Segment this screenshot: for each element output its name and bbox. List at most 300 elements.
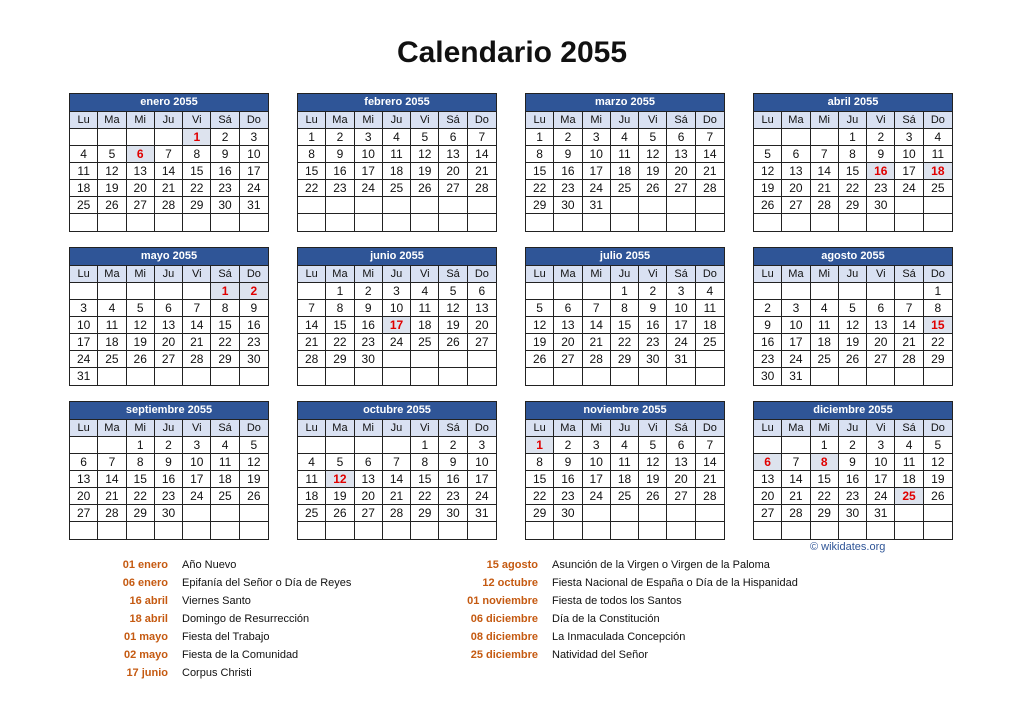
day-cell: 23 <box>326 180 354 197</box>
day-cell: 30 <box>240 351 268 368</box>
day-cell: 5 <box>240 437 268 454</box>
day-cell: 8 <box>298 146 326 163</box>
holiday-day-cell: 6 <box>754 454 782 471</box>
day-cell: 7 <box>696 437 724 454</box>
weekday-label: Sá <box>895 420 923 437</box>
empty-cell <box>98 283 126 300</box>
day-cell: 7 <box>98 454 126 471</box>
day-cell: 31 <box>782 368 810 385</box>
day-cell: 19 <box>754 180 782 197</box>
day-cell: 16 <box>554 163 582 180</box>
day-cell: 18 <box>70 180 98 197</box>
weekday-label: Do <box>468 112 496 129</box>
empty-cell <box>240 368 268 385</box>
day-cell: 19 <box>240 471 268 488</box>
day-cell: 30 <box>839 505 867 522</box>
holiday-name: Viernes Santo <box>182 595 251 607</box>
empty-cell <box>326 437 354 454</box>
empty-cell <box>554 522 582 539</box>
weekday-label: Ju <box>611 420 639 437</box>
month-header: noviembre 2055 <box>526 402 724 420</box>
day-cell: 28 <box>183 351 211 368</box>
day-cell: 19 <box>639 471 667 488</box>
empty-cell <box>326 214 354 231</box>
weekday-label: Do <box>240 420 268 437</box>
day-cell: 8 <box>924 300 952 317</box>
weekday-label: Mi <box>355 112 383 129</box>
weekday-label: Ma <box>554 112 582 129</box>
empty-cell <box>782 283 810 300</box>
holiday-date: 16 abril <box>129 595 168 607</box>
day-cell: 20 <box>667 471 695 488</box>
day-cell: 18 <box>811 334 839 351</box>
empty-cell <box>611 505 639 522</box>
day-cell: 13 <box>127 163 155 180</box>
empty-cell <box>155 283 183 300</box>
weekday-label: Sá <box>439 420 467 437</box>
day-cell: 20 <box>754 488 782 505</box>
empty-cell <box>667 197 695 214</box>
day-cell: 8 <box>526 454 554 471</box>
day-cell: 12 <box>839 317 867 334</box>
weekday-label: Ma <box>782 266 810 283</box>
weekday-label: Vi <box>639 420 667 437</box>
day-cell: 23 <box>839 488 867 505</box>
day-cell: 31 <box>583 197 611 214</box>
day-cell: 3 <box>355 129 383 146</box>
day-cell: 5 <box>411 129 439 146</box>
day-cell: 11 <box>411 300 439 317</box>
day-cell: 14 <box>811 163 839 180</box>
day-cell: 9 <box>754 317 782 334</box>
day-cell: 27 <box>439 180 467 197</box>
month-calendar <box>525 401 725 540</box>
day-cell: 26 <box>839 351 867 368</box>
day-cell: 31 <box>667 351 695 368</box>
day-cell: 25 <box>98 351 126 368</box>
day-cell: 26 <box>639 488 667 505</box>
day-cell: 10 <box>183 454 211 471</box>
empty-cell <box>183 368 211 385</box>
day-cell: 17 <box>240 163 268 180</box>
day-cell: 13 <box>554 317 582 334</box>
empty-cell <box>839 214 867 231</box>
empty-cell <box>583 522 611 539</box>
day-cell: 2 <box>326 129 354 146</box>
day-cell: 8 <box>411 454 439 471</box>
empty-cell <box>639 522 667 539</box>
day-cell: 19 <box>439 317 467 334</box>
holiday-day-cell: 16 <box>867 163 895 180</box>
day-cell: 2 <box>867 129 895 146</box>
day-cell: 31 <box>240 197 268 214</box>
day-cell: 26 <box>639 180 667 197</box>
empty-cell <box>468 351 496 368</box>
holiday-row <box>62 556 351 574</box>
day-cell: 2 <box>211 129 239 146</box>
empty-cell <box>639 368 667 385</box>
day-cell: 23 <box>439 488 467 505</box>
day-cell: 25 <box>383 180 411 197</box>
empty-cell <box>211 214 239 231</box>
empty-cell <box>526 283 554 300</box>
empty-cell <box>70 283 98 300</box>
empty-cell <box>754 214 782 231</box>
day-cell: 3 <box>667 283 695 300</box>
day-cell: 25 <box>411 334 439 351</box>
empty-cell <box>696 522 724 539</box>
day-cell: 28 <box>383 505 411 522</box>
holiday-day-cell: 6 <box>127 146 155 163</box>
day-cell: 2 <box>839 437 867 454</box>
month-header: marzo 2055 <box>526 94 724 112</box>
day-cell: 12 <box>439 300 467 317</box>
day-cell: 21 <box>583 334 611 351</box>
holiday-list-right <box>432 556 798 664</box>
empty-cell <box>127 522 155 539</box>
empty-cell <box>526 368 554 385</box>
empty-cell <box>554 368 582 385</box>
day-cell: 4 <box>811 300 839 317</box>
day-cell: 1 <box>839 129 867 146</box>
empty-cell <box>811 214 839 231</box>
empty-cell <box>383 437 411 454</box>
empty-cell <box>924 505 952 522</box>
weekday-label: Do <box>240 266 268 283</box>
holiday-name: Asunción de la Virgen o Virgen de la Paloma <box>552 559 770 571</box>
day-cell: 30 <box>155 505 183 522</box>
day-cell: 13 <box>70 471 98 488</box>
day-cell: 19 <box>924 471 952 488</box>
day-cell: 8 <box>211 300 239 317</box>
empty-cell <box>411 197 439 214</box>
day-cell: 2 <box>554 129 582 146</box>
day-cell: 26 <box>98 197 126 214</box>
empty-cell <box>211 368 239 385</box>
holiday-name: Epifanía del Señor o Día de Reyes <box>182 577 352 589</box>
day-cell: 22 <box>127 488 155 505</box>
day-cell: 13 <box>782 163 810 180</box>
day-cell: 12 <box>754 163 782 180</box>
holiday-day-cell: 2 <box>240 283 268 300</box>
day-cell: 12 <box>411 146 439 163</box>
empty-cell <box>183 214 211 231</box>
day-cell: 27 <box>155 351 183 368</box>
day-cell: 11 <box>298 471 326 488</box>
day-cell: 9 <box>867 146 895 163</box>
day-cell: 25 <box>611 180 639 197</box>
day-cell: 14 <box>468 146 496 163</box>
day-cell: 28 <box>583 351 611 368</box>
empty-cell <box>754 129 782 146</box>
weekday-label: Vi <box>411 420 439 437</box>
empty-cell <box>611 214 639 231</box>
empty-cell <box>383 197 411 214</box>
day-cell: 16 <box>554 471 582 488</box>
weekday-label: Ju <box>155 112 183 129</box>
day-cell: 21 <box>811 180 839 197</box>
day-cell: 26 <box>754 197 782 214</box>
day-cell: 24 <box>583 488 611 505</box>
empty-cell <box>554 214 582 231</box>
day-cell: 25 <box>211 488 239 505</box>
empty-cell <box>127 368 155 385</box>
empty-cell <box>867 368 895 385</box>
day-cell: 28 <box>696 180 724 197</box>
empty-cell <box>326 197 354 214</box>
empty-cell <box>355 214 383 231</box>
day-cell: 19 <box>127 334 155 351</box>
day-cell: 19 <box>411 163 439 180</box>
day-cell: 1 <box>298 129 326 146</box>
empty-cell <box>554 283 582 300</box>
day-cell: 28 <box>155 197 183 214</box>
day-cell: 16 <box>839 471 867 488</box>
empty-cell <box>924 214 952 231</box>
empty-cell <box>355 522 383 539</box>
empty-cell <box>639 197 667 214</box>
day-cell: 22 <box>526 180 554 197</box>
day-cell: 31 <box>70 368 98 385</box>
holiday-name: Fiesta del Trabajo <box>182 631 270 643</box>
day-cell: 24 <box>782 351 810 368</box>
day-cell: 4 <box>696 283 724 300</box>
day-cell: 17 <box>895 163 923 180</box>
day-cell: 17 <box>70 334 98 351</box>
holiday-row <box>62 664 351 682</box>
day-cell: 23 <box>240 334 268 351</box>
day-cell: 9 <box>240 300 268 317</box>
day-cell: 22 <box>298 180 326 197</box>
day-cell: 2 <box>639 283 667 300</box>
empty-cell <box>211 505 239 522</box>
day-cell: 7 <box>383 454 411 471</box>
holiday-row <box>432 628 798 646</box>
day-cell: 21 <box>782 488 810 505</box>
day-cell: 17 <box>782 334 810 351</box>
day-cell: 2 <box>554 437 582 454</box>
day-cell: 17 <box>355 163 383 180</box>
empty-cell <box>526 214 554 231</box>
empty-cell <box>924 197 952 214</box>
empty-cell <box>70 129 98 146</box>
empty-cell <box>811 368 839 385</box>
day-cell: 12 <box>127 317 155 334</box>
day-cell: 26 <box>127 351 155 368</box>
holiday-name: Día de la Constitución <box>552 613 660 625</box>
day-cell: 25 <box>70 197 98 214</box>
month-header: febrero 2055 <box>298 94 496 112</box>
empty-cell <box>667 368 695 385</box>
holiday-row <box>62 574 351 592</box>
empty-cell <box>782 522 810 539</box>
day-cell: 29 <box>326 351 354 368</box>
weekday-label: Lu <box>754 112 782 129</box>
weekday-label: Lu <box>70 420 98 437</box>
empty-cell <box>439 214 467 231</box>
empty-cell <box>867 522 895 539</box>
weekday-label: Lu <box>526 266 554 283</box>
holiday-row <box>432 574 798 592</box>
day-cell: 26 <box>439 334 467 351</box>
day-cell: 4 <box>411 283 439 300</box>
day-cell: 20 <box>667 163 695 180</box>
day-cell: 8 <box>839 146 867 163</box>
day-cell: 18 <box>611 163 639 180</box>
empty-cell <box>782 214 810 231</box>
day-cell: 14 <box>782 471 810 488</box>
holiday-row <box>432 592 798 610</box>
day-cell: 20 <box>782 180 810 197</box>
day-cell: 27 <box>782 197 810 214</box>
day-cell: 9 <box>839 454 867 471</box>
day-cell: 24 <box>867 488 895 505</box>
weekday-label: Mi <box>583 420 611 437</box>
empty-cell <box>439 197 467 214</box>
empty-cell <box>240 505 268 522</box>
empty-cell <box>70 214 98 231</box>
weekday-label: Vi <box>411 266 439 283</box>
holiday-date: 01 noviembre <box>467 595 538 607</box>
empty-cell <box>839 522 867 539</box>
empty-cell <box>127 129 155 146</box>
day-cell: 17 <box>667 317 695 334</box>
source-credit[interactable]: © wikidates.org <box>810 541 886 553</box>
day-cell: 30 <box>639 351 667 368</box>
day-cell: 22 <box>183 180 211 197</box>
day-cell: 30 <box>754 368 782 385</box>
empty-cell <box>782 129 810 146</box>
day-cell: 1 <box>811 437 839 454</box>
weekday-label: Mi <box>811 420 839 437</box>
empty-cell <box>754 437 782 454</box>
weekday-label: Vi <box>411 112 439 129</box>
day-cell: 29 <box>127 505 155 522</box>
day-cell: 28 <box>895 351 923 368</box>
day-cell: 13 <box>468 300 496 317</box>
holiday-date: 15 agosto <box>486 559 538 571</box>
day-cell: 22 <box>924 334 952 351</box>
day-cell: 15 <box>526 163 554 180</box>
day-cell: 29 <box>811 505 839 522</box>
weekday-label: Lu <box>298 420 326 437</box>
weekday-label: Vi <box>183 112 211 129</box>
holiday-date: 06 enero <box>122 577 168 589</box>
day-cell: 13 <box>155 317 183 334</box>
empty-cell <box>155 368 183 385</box>
day-cell: 10 <box>667 300 695 317</box>
month-calendar <box>69 401 269 540</box>
day-cell: 1 <box>526 129 554 146</box>
weekday-label: Ma <box>98 420 126 437</box>
empty-cell <box>355 197 383 214</box>
weekday-label: Mi <box>127 112 155 129</box>
weekday-label: Sá <box>211 112 239 129</box>
empty-cell <box>298 368 326 385</box>
day-cell: 23 <box>355 334 383 351</box>
day-cell: 23 <box>754 351 782 368</box>
holiday-day-cell: 1 <box>526 437 554 454</box>
month-calendar <box>297 401 497 540</box>
empty-cell <box>183 505 211 522</box>
month-calendar <box>753 401 953 540</box>
day-cell: 28 <box>696 488 724 505</box>
day-cell: 20 <box>439 163 467 180</box>
empty-cell <box>411 214 439 231</box>
holiday-day-cell: 8 <box>811 454 839 471</box>
day-cell: 17 <box>583 471 611 488</box>
day-cell: 26 <box>240 488 268 505</box>
holiday-date: 02 mayo <box>123 649 168 661</box>
empty-cell <box>895 214 923 231</box>
day-cell: 11 <box>895 454 923 471</box>
empty-cell <box>583 368 611 385</box>
holiday-day-cell: 17 <box>383 317 411 334</box>
weekday-label: Ma <box>326 266 354 283</box>
day-cell: 5 <box>924 437 952 454</box>
day-cell: 27 <box>667 180 695 197</box>
day-cell: 11 <box>696 300 724 317</box>
weekday-label: Ju <box>839 266 867 283</box>
empty-cell <box>696 197 724 214</box>
day-cell: 8 <box>127 454 155 471</box>
holiday-date: 18 abril <box>129 613 168 625</box>
weekday-label: Do <box>696 112 724 129</box>
day-cell: 22 <box>611 334 639 351</box>
day-cell: 30 <box>355 351 383 368</box>
page-title: Calendario 2055 <box>396 36 628 69</box>
day-cell: 3 <box>240 129 268 146</box>
weekday-label: Ju <box>611 266 639 283</box>
day-cell: 7 <box>895 300 923 317</box>
empty-cell <box>298 214 326 231</box>
month-calendar <box>525 247 725 386</box>
day-cell: 5 <box>526 300 554 317</box>
holiday-name: Fiesta de todos los Santos <box>552 595 682 607</box>
day-cell: 11 <box>924 146 952 163</box>
empty-cell <box>411 351 439 368</box>
month-header: diciembre 2055 <box>754 402 952 420</box>
day-cell: 7 <box>468 129 496 146</box>
day-cell: 11 <box>811 317 839 334</box>
empty-cell <box>383 522 411 539</box>
weekday-label: Sá <box>211 266 239 283</box>
empty-cell <box>583 283 611 300</box>
day-cell: 2 <box>155 437 183 454</box>
day-cell: 6 <box>867 300 895 317</box>
day-cell: 7 <box>583 300 611 317</box>
holiday-name: Corpus Christi <box>182 667 252 679</box>
day-cell: 29 <box>526 197 554 214</box>
weekday-label: Ma <box>98 266 126 283</box>
day-cell: 29 <box>211 351 239 368</box>
holiday-date: 08 diciembre <box>470 631 538 643</box>
day-cell: 7 <box>696 129 724 146</box>
day-cell: 3 <box>895 129 923 146</box>
day-cell: 18 <box>696 317 724 334</box>
day-cell: 21 <box>383 488 411 505</box>
day-cell: 25 <box>298 505 326 522</box>
weekday-label: Do <box>924 266 952 283</box>
empty-cell <box>183 283 211 300</box>
holiday-row <box>432 556 798 574</box>
day-cell: 4 <box>98 300 126 317</box>
empty-cell <box>98 129 126 146</box>
day-cell: 11 <box>611 454 639 471</box>
day-cell: 3 <box>583 437 611 454</box>
empty-cell <box>924 522 952 539</box>
day-cell: 11 <box>611 146 639 163</box>
